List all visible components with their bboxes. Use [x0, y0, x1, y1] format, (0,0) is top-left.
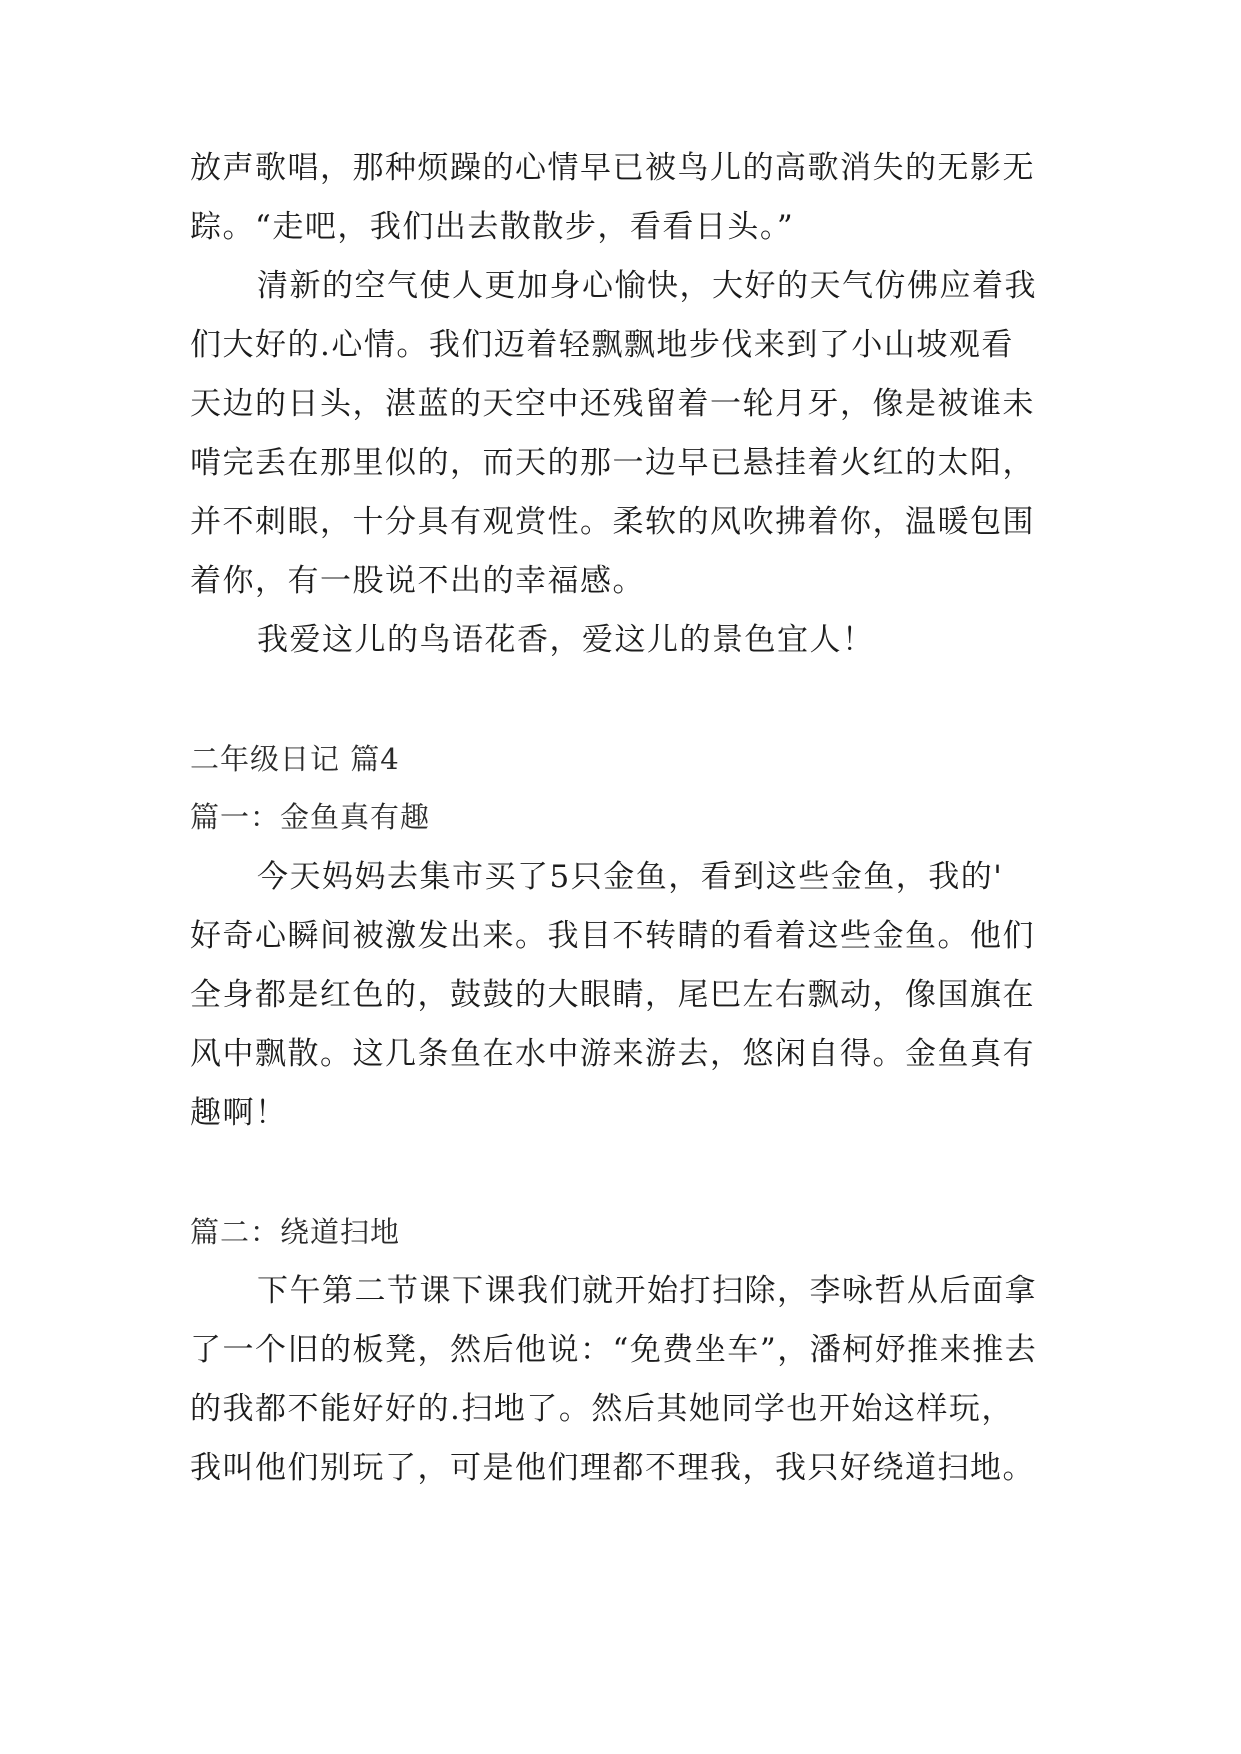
text-line: 趣啊！ [190, 1095, 288, 1131]
text-line: 好奇心瞬间被激发出来。我目不转睛的看着这些金鱼。他们 [190, 918, 1035, 954]
part-two-title: 篇二：绕道扫地 [190, 1215, 401, 1249]
text-line: 我爱这儿的鸟语花香，爱这儿的景色宜人！ [257, 622, 875, 658]
text-line: 我叫他们别玩了，可是他们理都不理我，我只好绕道扫地。 [190, 1450, 1035, 1486]
text-line: 清新的空气使人更加身心愉快，大好的天气仿佛应着我 [257, 268, 1037, 304]
text-line: 的我都不能好好的.扫地了。然后其她同学也开始这样玩， [190, 1391, 1014, 1427]
text-line: 们大好的.心情。我们迈着轻飘飘地步伐来到了小山坡观看 [190, 327, 1014, 363]
text-line: 全身都是红色的，鼓鼓的大眼睛，尾巴左右飘动，像国旗在 [190, 977, 1035, 1013]
text-line: 下午第二节课下课我们就开始打扫除，李咏哲从后面拿 [257, 1273, 1037, 1309]
text-line: 着你，有一股说不出的幸福感。 [190, 563, 645, 599]
text-line: 今天妈妈去集市买了5只金鱼，看到这些金鱼，我的' [257, 859, 1004, 895]
text-line: 放声歌唱，那种烦躁的心情早已被鸟儿的高歌消失的无影无 [190, 150, 1035, 186]
text-line: 了一个旧的板凳，然后他说：“免费坐车”，潘柯妤推来推去 [190, 1332, 1038, 1368]
text-line: 并不刺眼，十分具有观赏性。柔软的风吹拂着你，温暖包围 [190, 504, 1035, 540]
text-line: 踪。“走吧，我们出去散散步，看看日头。” [190, 209, 795, 245]
part-one-title: 篇一：金鱼真有趣 [190, 800, 431, 834]
text-line: 啃完丢在那里似的，而天的那一边早已悬挂着火红的太阳， [190, 445, 1035, 481]
section-title: 二年级日记 篇4 [190, 742, 400, 776]
text-line: 风中飘散。这几条鱼在水中游来游去，悠闲自得。金鱼真有 [190, 1036, 1035, 1072]
text-line: 天边的日头，湛蓝的天空中还残留着一轮月牙，像是被谁未 [190, 386, 1035, 422]
